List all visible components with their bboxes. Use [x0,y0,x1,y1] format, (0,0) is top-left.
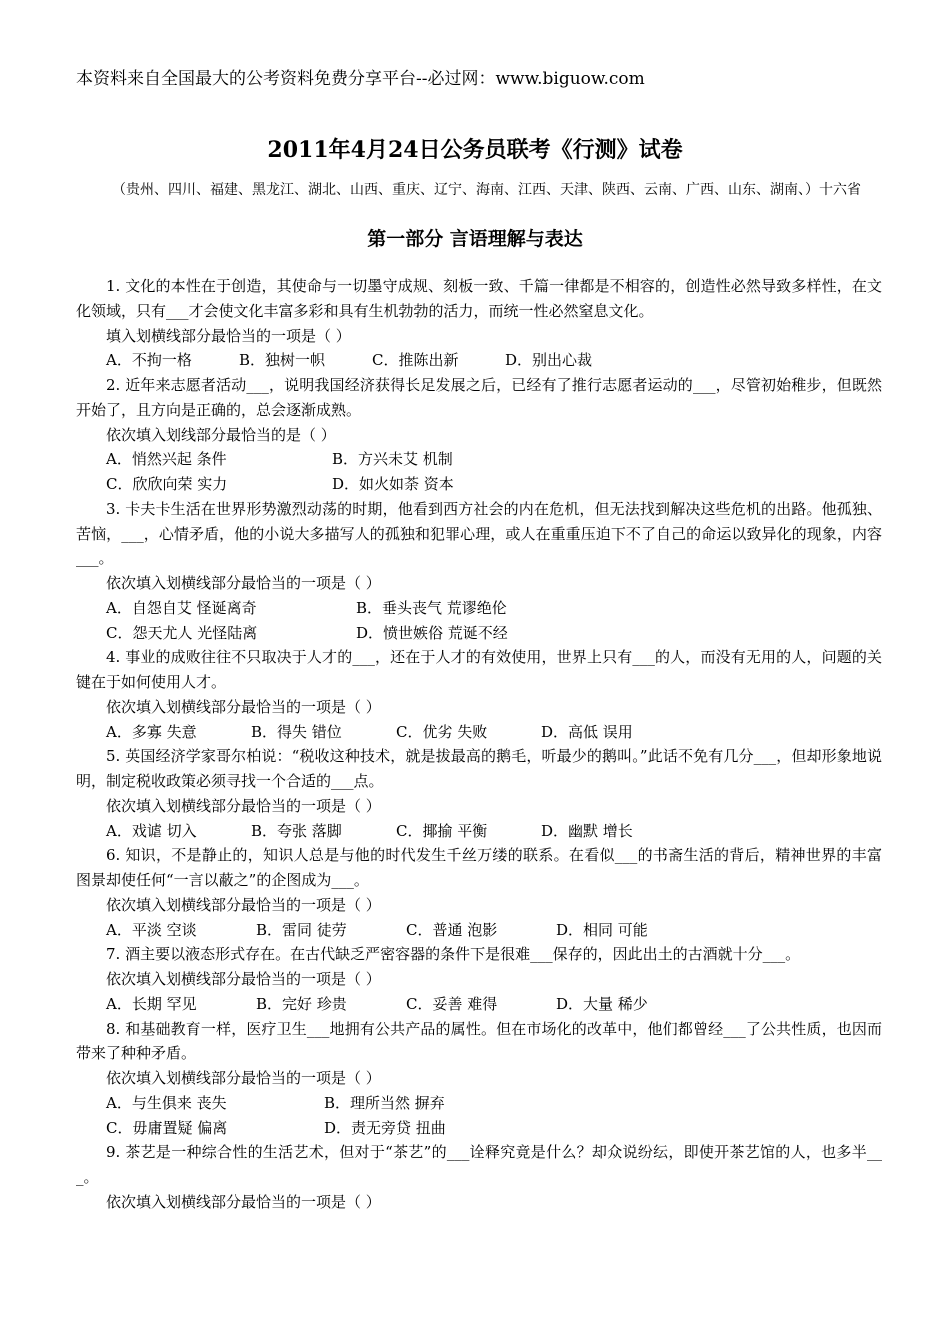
question-1 [76,274,882,373]
question-text: 1. 文化的本性在于创造，其使命与一切墨守成规、刻板一致、千篇一律都是不相容的，创造性必然导致多样性，在文化领域，只有___才会使文化丰富多彩和具有生机勃勃的活力，而统一性必然窒息文化。 [76,277,882,320]
option-c: C．毋庸置疑 偏离 [106,1118,228,1137]
question-prompt: 依次填入划横线部分最恰当的一项是（ ） [106,796,381,815]
question-text: 8. 和基础教育一样，医疗卫生___地拥有公共产品的属性。但在市场化的改革中，他们都曾经___了公共性质，也因而带来了种种矛盾。 [76,1019,882,1063]
option-d: D．如火如荼 资本 [332,475,454,493]
option-c: C．妥善 难得 [406,994,498,1013]
option-c: C．推陈出新 [372,351,459,370]
option-d: D．别出心裁 [505,351,593,370]
question-text: 6. 知识，不是静止的，知识人总是与他的时代发生千丝万缕的联系。在看似___的书斋生活的背后，精神世界的丰富图景却使任何“一言以蔽之”的企图成为___。 [76,846,882,889]
question-prompt: 依次填入划横线部分最恰当的一项是（ ） [106,574,381,592]
option-row [76,447,882,472]
option-b: B．雷同 徒劳 [256,920,347,939]
option-d: D．愤世嫉俗 荒诞不经 [356,623,508,642]
option-a: A．长期 罕见 [106,994,197,1013]
question-list [76,274,882,1215]
question-prompt: 依次填入划横线部分最恰当的一项是（ ） [106,1192,381,1211]
option-b: B．方兴未艾 机制 [332,450,453,469]
source-note: 本资料来自全国最大的公考资料免费分享平台--必过网：www.biguow.com [76,69,645,89]
question-text: 7. 酒主要以液态形式存在。在古代缺乏严密容器的条件下是很难___保存的，因此出土的古酒就十分___。 [106,945,801,964]
question-2 [76,373,882,497]
question-7 [76,942,882,1016]
option-b: B．得失 错位 [251,722,342,741]
question-4 [76,645,882,744]
option-c: C．怨天尤人 光怪陆离 [106,623,258,642]
exam-subtitle-provinces: （贵州、四川、福建、黑龙江、湖北、山西、重庆、辽宁、海南、江西、天津、陕西、云南、广西、山东、湖南、）十六省 [112,182,861,198]
option-c: C．揶揄 平衡 [396,821,488,840]
question-text: 2. 近年来志愿者活动___，说明我国经济获得长足发展之后，已经有了推行志愿者运动的___，尽管初始稚步，但既然开始了，且方向是正确的，总会逐渐成熟。 [76,376,882,419]
question-5 [76,744,882,843]
question-6 [76,843,882,942]
option-d: D．大量 稀少 [556,994,648,1013]
question-prompt: 填入划横线部分最恰当的一项是（ ） [106,326,351,345]
option-row [76,720,882,745]
question-prompt: 依次填入划横线部分最恰当的一项是（ ） [106,697,381,716]
question-3 [76,497,882,646]
option-d: D．高低 误用 [541,722,633,741]
option-row [76,1091,882,1116]
option-d: D．责无旁贷 扭曲 [324,1118,446,1137]
option-c: C．普通 泡影 [406,920,498,939]
exam-title: 2011年4月24日公务员联考《行测》试卷 [267,137,683,163]
question-text: 9. 茶艺是一种综合性的生活艺术，但对于“茶艺”的___诠释究竟是什么？却众说纷纭，即使开茶艺馆的人，也多半___。 [76,1143,882,1186]
option-a: A．多寡 失意 [106,722,197,741]
question-8 [76,1017,882,1141]
option-row [76,1116,882,1141]
option-a: A．自怨自艾 怪诞离奇 [106,598,257,617]
question-prompt: 依次填入划横线部分最恰当的一项是（ ） [106,1069,381,1087]
question-prompt: 依次填入划线部分最恰当的是（ ） [106,425,336,444]
question-text: 4. 事业的成败往往不只取决于人才的___，还在于人才的有效使用，世界上只有___的人，而没有无用的人，问题的关键在于如何使用人才。 [76,648,882,691]
option-a: A．悄然兴起 条件 [106,450,227,469]
option-a: A．平淡 空谈 [106,920,197,939]
option-c: C．优劣 失败 [396,722,488,741]
option-row [76,819,882,844]
option-row [76,472,882,497]
option-a: A．与生俱来 丧失 [106,1093,227,1112]
option-row [76,992,882,1017]
question-9 [76,1140,882,1214]
question-text: 3. 卡夫卡生活在世界形势激烈动荡的时期，他看到西方社会的内在危机，但无法找到解决这些危机的出路。他孤独、苦恼，___，心情矛盾，他的小说大多描写人的孤独和犯罪心理，或人在重重压迫下不了自己的命运以致异化的现象，内容___。 [76,499,882,568]
option-b: B．理所当然 摒弃 [324,1093,445,1112]
option-b: B．垂头丧气 荒谬绝伦 [356,598,507,617]
question-prompt: 依次填入划横线部分最恰当的一项是（ ） [106,970,381,988]
option-c: C．欣欣向荣 实力 [106,475,228,493]
section-title: 第一部分 言语理解与表达 [367,228,583,250]
option-row [76,621,882,646]
option-d: D．相同 可能 [556,920,648,939]
option-row [76,596,882,621]
option-b: B．独树一帜 [239,351,326,370]
option-row [76,348,882,373]
question-text: 5. 英国经济学家哥尔柏说：“税收这种技术，就是拔最高的鹅毛，听最少的鹅叫。”此话不免有几分___，但却形象地说明，制定税收政策必须寻找一个合适的___点。 [76,747,882,790]
option-b: B．夸张 落脚 [251,821,342,840]
option-a: A．不拘一格 [106,351,192,370]
question-prompt: 依次填入划横线部分最恰当的一项是（ ） [106,895,381,914]
option-b: B．完好 珍贵 [256,994,347,1013]
option-row [76,918,882,943]
option-d: D．幽默 增长 [541,821,633,840]
option-a: A．戏谑 切入 [106,821,197,840]
